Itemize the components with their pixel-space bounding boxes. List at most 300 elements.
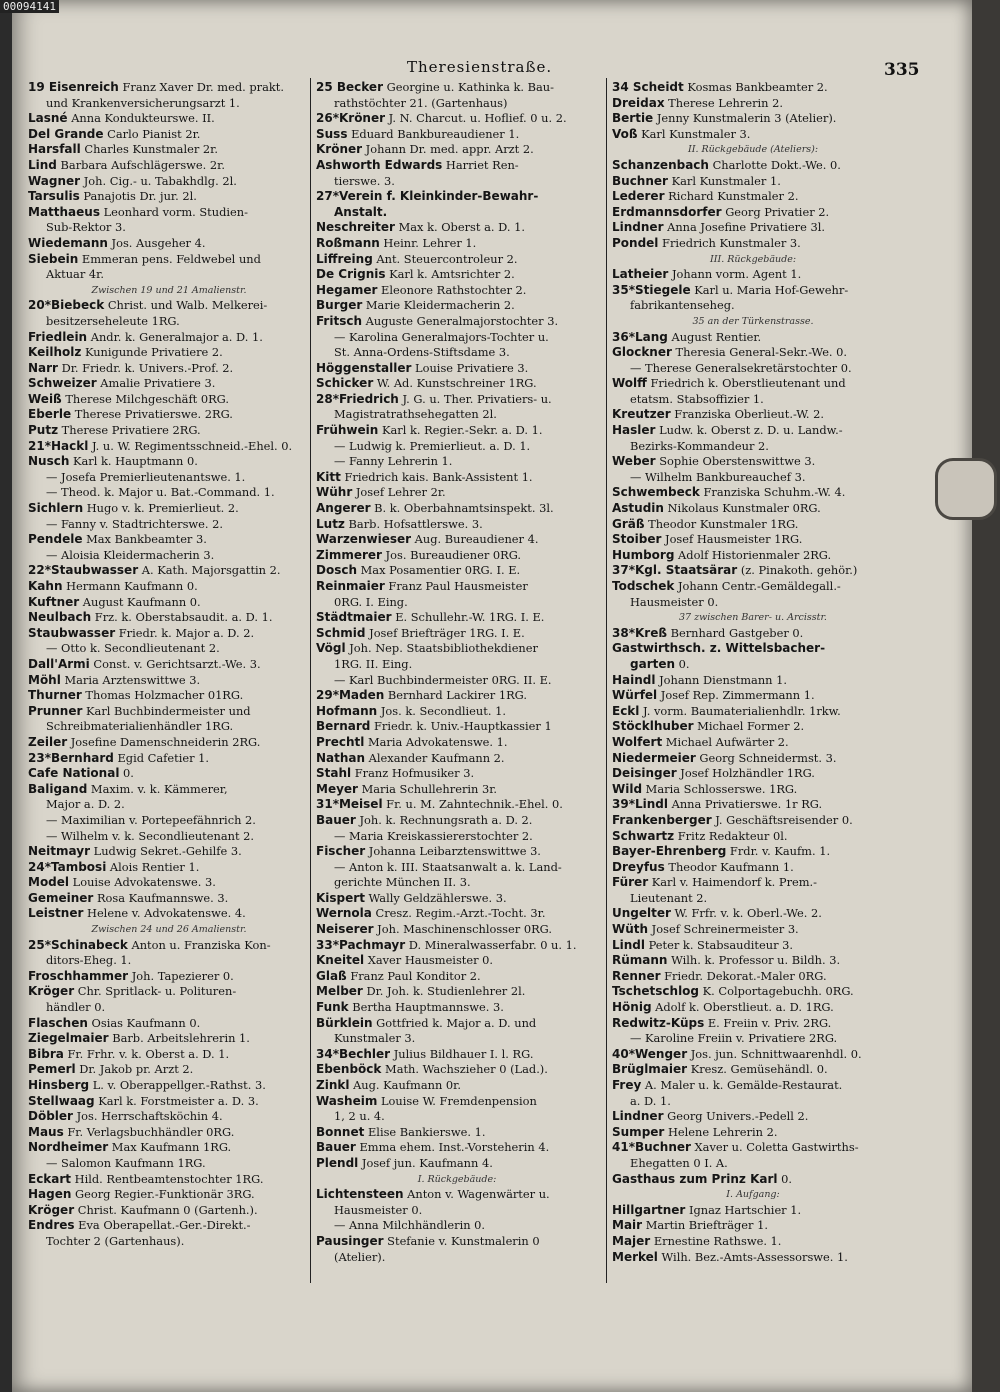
resident-name: Weiß xyxy=(28,391,62,406)
resident-name: 28*Friedrich xyxy=(316,391,399,406)
directory-entry xyxy=(316,860,598,876)
resident-name: Bauer xyxy=(316,1140,356,1155)
directory-entry xyxy=(612,80,894,96)
entry-details: Barb. Hofsattlerswe. 3. xyxy=(344,516,483,531)
resident-name: Sichlern xyxy=(28,501,84,516)
entry-details: Richard Kunstmaler 2. xyxy=(664,189,799,204)
resident-name: Wiedemann xyxy=(28,235,108,250)
entry-details: Wally Geldzählerswe. 3. xyxy=(364,890,507,905)
entry-details: Joh. Cig.- u. Tabakhdlg. 2l. xyxy=(80,173,237,188)
resident-name: 39*Lindl xyxy=(612,797,668,812)
entry-details: Anna Privatierswe. 1r RG. xyxy=(667,797,823,812)
directory-entry xyxy=(612,688,894,704)
entry-details: Joh. Nep. Staatsbibliothekdiener xyxy=(345,641,538,656)
directory-entry xyxy=(612,922,894,938)
entry-details: Louise Advokatenswe. 3. xyxy=(69,875,216,890)
directory-entry xyxy=(28,626,310,642)
entry-details: Kunstmaler 3. xyxy=(334,1031,416,1046)
resident-name: Latheier xyxy=(612,267,669,282)
entry-details: Dr. Friedr. k. Univers.-Prof. 2. xyxy=(57,360,234,375)
directory-entry xyxy=(612,563,894,579)
entry-details: W. Ad. Kunstschreiner 1RG. xyxy=(373,376,537,391)
entry-details: Wilh. Bez.-Amts-Assessorswe. 1. xyxy=(657,1249,848,1264)
entry-details: Helene Lehrerin 2. xyxy=(664,1124,778,1139)
section-heading xyxy=(612,142,894,158)
entry-details: E. Freiin v. Priv. 2RG. xyxy=(704,1015,832,1030)
directory-entry xyxy=(612,657,894,673)
directory-entry xyxy=(28,969,310,985)
resident-name: Zeiler xyxy=(28,734,68,749)
resident-name: Reinmaier xyxy=(316,579,385,593)
directory-entry xyxy=(316,283,598,299)
entry-details: Amalie Privatiere 3. xyxy=(96,376,216,391)
resident-name: Prechtl xyxy=(316,734,365,749)
directory-entry xyxy=(612,641,894,657)
directory-entry xyxy=(612,953,894,969)
entry-details: Therese Lehrerin 2. xyxy=(664,95,783,110)
resident-name: 38*Kreß xyxy=(612,625,667,640)
entry-details: Jos. jun. Schnittwaarenhdl. 0. xyxy=(687,1046,862,1061)
thumb-index-tab xyxy=(935,458,997,520)
entry-details: — Anton k. III. Staatsanwalt a. k. Land- xyxy=(334,859,562,874)
directory-entry xyxy=(316,595,598,611)
directory-entry xyxy=(612,626,894,642)
resident-name: Putz xyxy=(28,423,59,438)
entry-details: Barb. Arbeitslehrerin 1. xyxy=(108,1031,250,1046)
directory-entry xyxy=(28,1000,310,1016)
section-heading xyxy=(28,922,310,938)
resident-name: 34 Scheidt xyxy=(612,80,684,94)
entry-details: besitzerseheleute 1RG. xyxy=(46,313,180,328)
directory-entry xyxy=(612,797,894,813)
directory-entry xyxy=(316,953,598,969)
resident-name: Sumper xyxy=(612,1124,665,1139)
directory-entry xyxy=(612,735,894,751)
entry-details: — Karolina Generalmajors-Tochter u. xyxy=(334,329,549,344)
entry-details: J. Geschäftsreisender 0. xyxy=(711,812,853,827)
directory-entry xyxy=(612,1250,894,1266)
resident-name: Wüth xyxy=(612,922,649,937)
entry-details: Joh. k. Rechnungsrath a. D. 2. xyxy=(355,812,533,827)
directory-entry xyxy=(28,485,310,501)
running-title: Theresienstraße. xyxy=(407,58,553,76)
resident-name: Flaschen xyxy=(28,1015,88,1030)
entry-details: Schreibmaterialienhändler 1RG. xyxy=(46,719,234,734)
resident-name: Kispert xyxy=(316,890,365,905)
resident-name: Tarsulis xyxy=(28,189,80,204)
resident-name: 37*Kgl. Staatsärar xyxy=(612,563,738,578)
entry-details: Bertha Hauptmannswe. 3. xyxy=(348,1000,504,1015)
entry-details: Johann Centr.-Gemäldegall.- xyxy=(674,579,841,593)
entry-details: Aug. Kaufmann 0r. xyxy=(349,1078,461,1092)
directory-entry xyxy=(316,626,598,642)
resident-name: 25*Schinabeck xyxy=(28,937,128,952)
resident-name: Brüglmaier xyxy=(612,1062,688,1077)
entry-details: 37 zwischen Barer- u. Arcisstr. xyxy=(679,612,827,624)
entry-details: (Atelier). xyxy=(334,1249,386,1264)
entry-details: Panajotis Dr. jur. 2l. xyxy=(79,189,197,204)
resident-name: Zimmerer xyxy=(316,547,382,562)
directory-entry xyxy=(316,423,598,439)
resident-name: Kröner xyxy=(316,142,363,157)
entry-details: Ludw. k. Oberst z. D. u. Landw.- xyxy=(655,423,843,438)
directory-entry xyxy=(316,407,598,423)
directory-entry xyxy=(612,267,894,283)
directory-entry xyxy=(316,1156,598,1172)
directory-entry xyxy=(316,189,598,205)
resident-name: Staubwasser xyxy=(28,625,116,640)
directory-entry xyxy=(28,158,310,174)
entry-details: Kresz. Gemüsehändl. 0. xyxy=(687,1062,828,1077)
directory-entry xyxy=(612,1016,894,1032)
directory-entry xyxy=(316,501,598,517)
resident-name: Suss xyxy=(316,126,348,141)
directory-entry xyxy=(28,1109,310,1125)
resident-name: Bibra xyxy=(28,1046,64,1061)
entry-details: Alexander Kaufmann 2. xyxy=(365,750,505,765)
entry-details: Michael Aufwärter 2. xyxy=(662,734,789,749)
entry-details: fabrikantenseheg. xyxy=(630,298,735,313)
resident-name: Schwartz xyxy=(612,828,675,843)
entry-details: Bernhard Lackirer 1RG. xyxy=(384,688,527,703)
directory-entry xyxy=(612,813,894,829)
entry-details: A. Maler u. k. Gemälde-Restaurat. xyxy=(641,1078,843,1092)
resident-name: Harsfall xyxy=(28,142,81,157)
directory-entry xyxy=(316,454,598,470)
resident-name: Gräß xyxy=(612,516,645,531)
resident-name: Neschreiter xyxy=(316,220,395,235)
entry-details: Kosmas Bankbeamter 2. xyxy=(683,80,828,94)
resident-name: Merkel xyxy=(612,1249,658,1264)
resident-name: Narr xyxy=(28,360,58,375)
directory-entry xyxy=(28,1156,310,1172)
directory-entry xyxy=(28,298,310,314)
entry-details: Aug. Bureaudiener 4. xyxy=(411,532,539,547)
directory-entry xyxy=(316,984,598,1000)
entry-details: Karl k. Amtsrichter 2. xyxy=(385,267,515,282)
resident-name: Model xyxy=(28,875,70,890)
directory-entry xyxy=(612,298,894,314)
directory-entry xyxy=(28,906,310,922)
directory-entry xyxy=(28,205,310,221)
directory-entry xyxy=(612,220,894,236)
resident-name: Pemerl xyxy=(28,1062,76,1077)
directory-entry xyxy=(612,984,894,1000)
entry-details: Joh. Tapezierer 0. xyxy=(128,968,234,983)
entry-details: Johann Dienstmann 1. xyxy=(655,672,787,687)
entry-details: Zwischen 24 und 26 Amalienstr. xyxy=(91,924,247,936)
resident-name: Stahl xyxy=(316,766,352,781)
resident-name: Frankenberger xyxy=(612,812,712,827)
entry-details: etatsm. Stabsoffizier 1. xyxy=(630,391,764,406)
entry-details: Emma ehem. Inst.-Vorsteherin 4. xyxy=(355,1140,550,1155)
entry-details: J. G. u. Ther. Privatiers- u. xyxy=(398,391,552,406)
directory-entry xyxy=(612,376,894,392)
directory-entry xyxy=(316,610,598,626)
entry-details: Karl u. Maria Hof-Gewehr- xyxy=(690,282,849,297)
directory-entry xyxy=(316,96,598,112)
directory-entry xyxy=(316,1218,598,1234)
entry-details: — Anna Milchhändlerin 0. xyxy=(334,1218,486,1233)
resident-name: Stellwaag xyxy=(28,1093,95,1108)
entry-details: händler 0. xyxy=(46,1000,106,1015)
entry-details: Jenny Kunstmalerin 3 (Atelier). xyxy=(653,111,837,126)
directory-entry xyxy=(612,501,894,517)
directory-entry xyxy=(28,345,310,361)
entry-details: Anna Kondukteurswe. II. xyxy=(67,111,215,126)
directory-entry xyxy=(612,1062,894,1078)
directory-entry xyxy=(612,860,894,876)
directory-entry xyxy=(612,1172,894,1188)
resident-name: Wolff xyxy=(612,376,647,391)
resident-name: Ashworth Edwards xyxy=(316,157,443,172)
resident-name: 36*Lang xyxy=(612,329,668,344)
entry-details: — Aloisia Kleidermacherin 3. xyxy=(46,547,215,562)
entry-details: ditors-Eheg. 1. xyxy=(46,953,132,968)
entry-details: Sophie Oberstenswittwe 3. xyxy=(655,454,816,469)
resident-name: Deisinger xyxy=(612,766,677,781)
entry-details: Stefanie v. Kunstmalerin 0 xyxy=(383,1233,540,1248)
resident-name: Humborg xyxy=(612,547,675,562)
entry-details: Therese Privatiere 2RG. xyxy=(58,423,201,438)
directory-entry xyxy=(28,1187,310,1203)
resident-name: Todschek xyxy=(612,579,675,593)
entry-details: Heinr. Lehrer 1. xyxy=(379,235,477,250)
resident-name: Majer xyxy=(612,1233,651,1248)
entry-details: Karl v. Haimendorf k. Prem.- xyxy=(648,875,818,890)
directory-entry xyxy=(612,751,894,767)
entry-details: Magistratrathsehegatten 2l. xyxy=(334,407,497,422)
entry-details: Johann Dr. med. appr. Arzt 2. xyxy=(362,142,534,157)
directory-entry xyxy=(316,579,598,595)
directory-entry xyxy=(28,875,310,891)
directory-entry xyxy=(612,1031,894,1047)
directory-entry xyxy=(316,813,598,829)
directory-entry xyxy=(28,454,310,470)
directory-entry xyxy=(28,1234,310,1250)
directory-entry xyxy=(316,142,598,158)
resident-name: Keilholz xyxy=(28,345,82,360)
directory-entry xyxy=(316,174,598,190)
resident-name: Höggenstaller xyxy=(316,360,412,375)
resident-name: Renner xyxy=(612,968,661,983)
entry-details: Maria Arztenswittwe 3. xyxy=(60,672,201,687)
section-heading xyxy=(612,314,894,330)
resident-name: Hofmann xyxy=(316,703,378,718)
entry-details: — Wilhelm v. k. Secondlieutenant 2. xyxy=(46,828,255,843)
directory-entry xyxy=(612,454,894,470)
entry-details: Bezirks-Kommandeur 2. xyxy=(630,438,769,453)
directory-entry xyxy=(316,1078,598,1094)
directory-entry xyxy=(28,751,310,767)
entry-details: Josef Lehrer 2r. xyxy=(352,485,446,500)
directory-entry xyxy=(612,782,894,798)
resident-name: Endres xyxy=(28,1218,75,1233)
directory-entry xyxy=(28,423,310,439)
resident-name: 41*Buchner xyxy=(612,1140,691,1155)
resident-name: 20*Biebeck xyxy=(28,298,105,313)
directory-entry xyxy=(612,1000,894,1016)
entry-details: Michael Former 2. xyxy=(693,719,805,734)
entry-details: Helene v. Advokatenswe. 4. xyxy=(83,906,246,921)
entry-details: Bernhard Gastgeber 0. xyxy=(666,625,804,640)
directory-entry xyxy=(28,797,310,813)
directory-entry xyxy=(316,922,598,938)
column-rule xyxy=(310,78,311,1283)
directory-entry xyxy=(612,1078,894,1094)
entry-details: Max Bankbeamter 3. xyxy=(82,532,207,547)
resident-name: Lederer xyxy=(612,189,665,204)
entry-details: und Krankenversicherungsarzt 1. xyxy=(46,95,240,110)
entry-details: Ignaz Hartschier 1. xyxy=(685,1202,802,1217)
resident-name: Möhl xyxy=(28,672,61,687)
entry-details: III. Rückgebäude: xyxy=(709,253,797,265)
directory-entry xyxy=(28,1140,310,1156)
directory-entry xyxy=(28,501,310,517)
entry-details: Zwischen 19 und 21 Amalienstr. xyxy=(91,284,247,296)
directory-entry xyxy=(316,330,598,346)
directory-entry xyxy=(612,1140,894,1156)
resident-name: Neitmayr xyxy=(28,844,91,859)
directory-entry xyxy=(316,127,598,143)
directory-entry xyxy=(28,127,310,143)
directory-entry xyxy=(316,80,598,96)
entry-details: Anton u. Franziska Kon- xyxy=(127,937,271,952)
directory-entry xyxy=(316,657,598,673)
entry-details: Max k. Oberst a. D. 1. xyxy=(394,220,525,235)
directory-entry xyxy=(612,906,894,922)
directory-entry xyxy=(612,766,894,782)
directory-entry xyxy=(28,1203,310,1219)
entry-details: rathstöchter 21. (Gartenhaus) xyxy=(334,95,508,110)
resident-name: Hegamer xyxy=(316,282,378,297)
entry-details: Major a. D. 2. xyxy=(46,797,125,812)
resident-name: Haindl xyxy=(612,672,656,687)
directory-entry xyxy=(28,1125,310,1141)
entry-details: Emmeran pens. Feldwebel und xyxy=(78,251,261,266)
entry-details: Franz Paul Konditor 2. xyxy=(346,968,481,983)
resident-name: Buchner xyxy=(612,173,668,188)
entry-details: Hausmeister 0. xyxy=(334,1202,423,1217)
resident-name: Schicker xyxy=(316,376,374,391)
directory-entry xyxy=(28,595,310,611)
directory-entry xyxy=(612,517,894,533)
directory-entry xyxy=(612,407,894,423)
directory-entry xyxy=(28,782,310,798)
entry-details: Ernestine Rathswe. 1. xyxy=(650,1233,782,1248)
resident-name: Zinkl xyxy=(316,1078,350,1092)
resident-name: Frühwein xyxy=(316,423,379,438)
entry-details: Frz. k. Oberstabsaudit. a. D. 1. xyxy=(91,610,273,625)
entry-details: tierswe. 3. xyxy=(334,173,395,188)
directory-entry xyxy=(316,844,598,860)
directory-entry xyxy=(612,704,894,720)
entry-details: Adolf k. Oberstlieut. a. D. 1RG. xyxy=(651,1000,834,1015)
entry-details: 1, 2 u. 4. xyxy=(334,1109,385,1124)
section-heading xyxy=(316,1172,598,1188)
entry-details: Johanna Leibarztenswittwe 3. xyxy=(365,844,541,859)
directory-entry xyxy=(612,938,894,954)
directory-entry xyxy=(316,1250,598,1266)
entry-details: Wilh. k. Professor u. Bildh. 3. xyxy=(667,953,841,968)
entry-details: Josef Hausmeister 1RG. xyxy=(661,532,803,547)
directory-entry xyxy=(28,470,310,486)
directory-entry xyxy=(612,1156,894,1172)
entry-details: — Fanny Lehrerin 1. xyxy=(334,454,453,469)
directory-entry xyxy=(28,688,310,704)
entry-details: 0RG. I. Eing. xyxy=(334,594,408,609)
entry-details: Thomas Holzmacher 01RG. xyxy=(81,688,244,703)
entry-details: Karl Buchbindermeister und xyxy=(82,703,251,718)
directory-entry xyxy=(316,267,598,283)
resident-name: Froschhammer xyxy=(28,968,129,983)
directory-entry xyxy=(28,330,310,346)
resident-name: Liffreing xyxy=(316,251,373,266)
entry-details: — Karl Buchbindermeister 0RG. II. E. xyxy=(334,672,552,687)
entry-details: — Josefa Premierlieutenantswe. 1. xyxy=(46,469,246,484)
entry-details: Harriet Ren- xyxy=(442,157,519,172)
directory-entry xyxy=(316,1203,598,1219)
resident-name: 19 Eisenreich xyxy=(28,80,119,94)
resident-name: Fritsch xyxy=(316,313,362,328)
directory-entry xyxy=(28,1016,310,1032)
entry-details: — Karoline Freiin v. Privatiere 2RG. xyxy=(630,1031,838,1046)
resident-name: Meyer xyxy=(316,781,358,796)
entry-details: Josef jun. Kaufmann 4. xyxy=(358,1155,493,1170)
entry-details: Friedrich Kunstmaler 3. xyxy=(658,235,801,250)
directory-entry xyxy=(316,485,598,501)
directory-entry xyxy=(28,174,310,190)
entry-details: Charles Kunstmaler 2r. xyxy=(80,142,218,157)
directory-entry xyxy=(612,470,894,486)
directory-entry xyxy=(316,1062,598,1078)
directory-entry xyxy=(316,298,598,314)
directory-entry xyxy=(28,439,310,455)
entry-details: Georg Privatier 2. xyxy=(721,204,830,219)
directory-entry xyxy=(612,548,894,564)
resident-name: Nordheimer xyxy=(28,1140,109,1155)
resident-name: Dosch xyxy=(316,563,358,578)
resident-name: 40*Wenger xyxy=(612,1046,688,1061)
resident-name: 27*Verein f. Kleinkinder-Bewahr- xyxy=(316,189,539,204)
resident-name: Del Grande xyxy=(28,126,104,141)
entry-details: Karl Kunstmaler 3. xyxy=(637,126,751,141)
resident-name: Redwitz-Küps xyxy=(612,1015,705,1030)
resident-name: Matthaeus xyxy=(28,204,100,219)
entry-details: Georg Regier.-Funktionär 3RG. xyxy=(71,1187,255,1202)
entry-details: D. Mineralwasserfabr. 0 u. 1. xyxy=(405,937,577,952)
directory-entry xyxy=(28,407,310,423)
directory-entry xyxy=(316,111,598,127)
directory-entry xyxy=(28,236,310,252)
resident-name: Lindl xyxy=(612,937,646,952)
entry-details: 0. xyxy=(675,656,690,671)
resident-name: Washeim xyxy=(316,1093,378,1108)
entry-details: — Otto k. Secondlieutenant 2. xyxy=(46,641,220,656)
entry-details: Franziska Schuhm.-W. 4. xyxy=(699,485,846,500)
resident-name: Hagen xyxy=(28,1187,72,1202)
resident-name: Kröger xyxy=(28,1202,75,1217)
section-heading xyxy=(612,610,894,626)
directory-entry xyxy=(28,361,310,377)
entry-details: Fr. u. M. Zahntechnik.-Ehel. 0. xyxy=(382,797,563,812)
directory-entry xyxy=(612,969,894,985)
entry-details: Kunigunde Privatiere 2. xyxy=(81,345,223,360)
entry-details: Karl k. Hauptmann 0. xyxy=(69,454,198,469)
directory-entry xyxy=(316,548,598,564)
entry-details: — Fanny v. Stadtrichterswe. 2. xyxy=(46,516,224,531)
entry-details: 35 an der Türkenstrasse. xyxy=(692,315,814,327)
